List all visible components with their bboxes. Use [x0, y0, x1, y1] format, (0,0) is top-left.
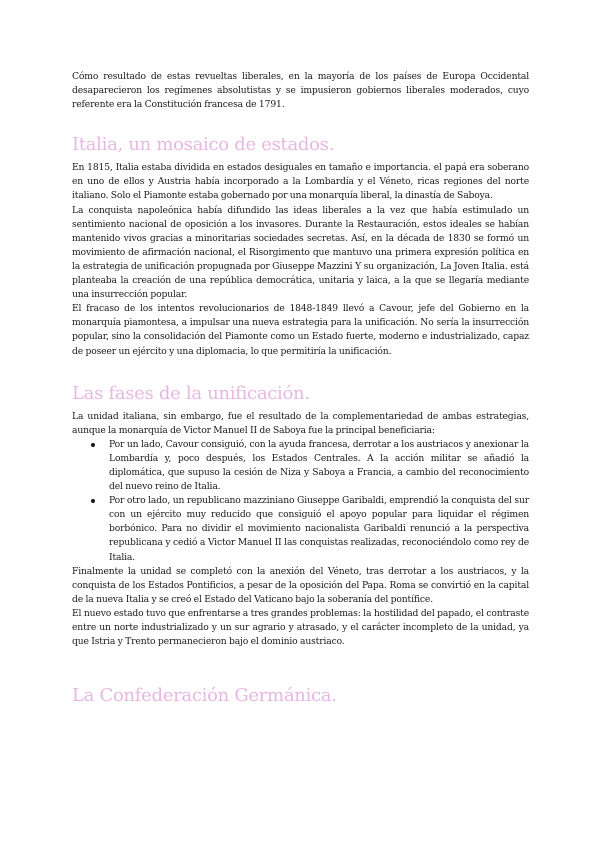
fases-paragraph-2: Finalmente la unidad se completó con la anexión del Véneto, tras derrotar a los austriacos, y la conquista de los Estados Pontificios, a pesar de la oposición del Papa. Roma se convirtió en la capital de la nueva Italia y se creó el Estado del Vaticano bajo la soberanía del pontífice.: [72, 565, 529, 605]
fases-paragraph-1: La unidad italiana, sin embargo, fue el resultado de la complementariedad de ambas estrategias, aunque la monarquía de Victor Manuel II de Saboya fue la principal beneficiaria:: [72, 410, 529, 436]
list-item: [109, 494, 529, 564]
heading-fases: Las fases de la unificación.: [72, 382, 310, 404]
intro-paragraph: Cómo resultado de estas revueltas liberales, en la mayoría de los países de Europa Occidental desaparecieron los regímenes absolutistas y se impusieron gobiernos liberales moderados, cuyo referente era la Constitución francesa de 1791.: [72, 71, 529, 111]
italia-paragraph-1: En 1815, Italia estaba dividida en estados desiguales en tamaño e importancia. el papá era soberano en uno de ellos y Austria había incorporado a la Lombardía y el Véneto, ricas regiones del norte italiano. Solo el Piamonte estaba gobernado por una monarquía liberal, la dinastía de Saboya.: [72, 162, 529, 202]
bullet-text: Por un lado, Cavour consiguió, con la ayuda francesa, derrotar a los austriacos y anexionar la Lombardía y, poco después, los Estados Centrales. A la acción militar se añadió la diplomática, que supuso la cesión de Niza y Saboya a Francia, a cambio del reconocimiento del nuevo reino de Italia.: [109, 438, 529, 493]
bullet-dot-icon: [91, 499, 95, 503]
italia-paragraph-3: El fracaso de los intentos revolucionarios de 1848-1849 llevó a Cavour, jefe del Gobierno en la monarquía piamontesa, a impulsar una nueva estrategia para la unificación. No sería la insurrección popular, sino la consolidación del Piamonte como un Estado fuerte, moderno e industrializado, capaz de poseer un ejército y una diplomacia, lo que permitiría la unificación.: [72, 303, 529, 357]
italia-paragraph-2: La conquista napoleónica había difundido las ideas liberales a la vez que había estimulado un sentimiento nacional de oposición a los invasores. Durante la Restauración, estos ideales se habían mantenido vivos gracias a minoritarias sociedades secretas. Así, en la década de 1830 se formó un movimiento de afirmación nacional, el Risorgimento que mantuvo una primera expresión política en la estrategia de unificación propugnada por Giuseppe Mazzini Y su organización, La Joven Italia. está planteaba la creación de una república democrática, unitaria y laica, a la que se llegaría mediante una insurrección popular.: [72, 204, 529, 301]
fases-paragraph-3: El nuevo estado tuvo que enfrentarse a tres grandes problemas: la hostilidad del papado, el contraste entre un norte industrializado y un sur agrario y atrasado, y el carácter incompleto de la unidad, ya que Istria y Trento permanecieron bajo el dominio austriaco.: [72, 607, 529, 648]
heading-confederacion: La Confederación Germánica.: [72, 685, 337, 707]
fases-bullet-list: [72, 438, 529, 565]
list-item: [109, 438, 529, 494]
heading-italia: Italia, un mosaico de estados.: [72, 134, 335, 156]
bullet-text: Por otro lado, un republicano mazziniano Giuseppe Garibaldi, emprendió la conquista del sur con un ejército muy reducido que consiguió el apoyo popular para liquidar el régimen borbónico. Para no dividir el movimiento nacionalista Garibaldi renunció a la perspectiva republicana y cedió a Victor Manuel II las conquistas realizadas, reconociéndolo como rey de Italia.: [109, 495, 529, 563]
bullet-dot-icon: [91, 443, 95, 447]
